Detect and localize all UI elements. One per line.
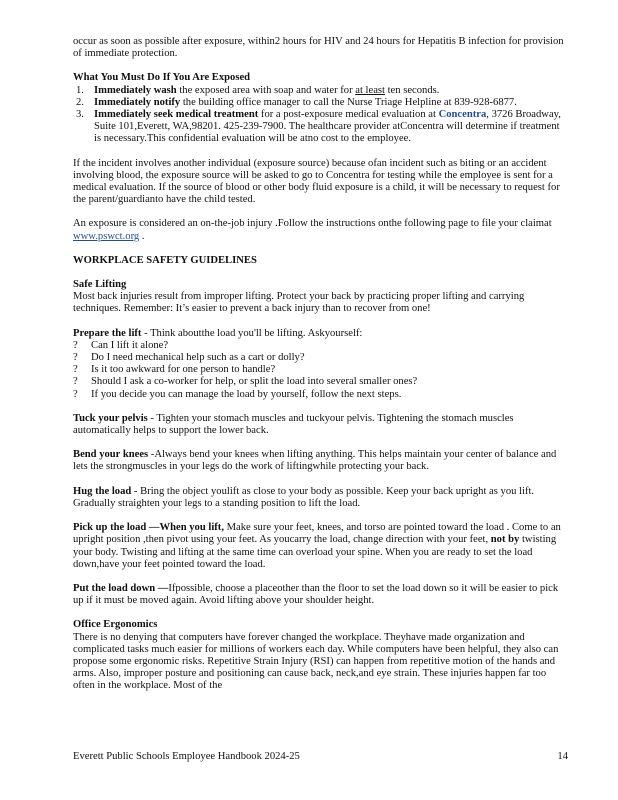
- safe-lifting-text: Most back injuries result from improper lifting. Protect your back by practicing proper lifting and carrying techniques. Remember: It’s easier to prevent a back injury than to recover from one!: [73, 291, 525, 315]
- bend-paragraph: [73, 449, 568, 473]
- step-text: , 3726 Broadway, Suite 101,Everett, WA,98201. 425-239-7900. The healthcare provider atConcentra will determine if treatment is necessary.This confidential evaluation will be atno cost to the employee.: [94, 109, 561, 145]
- question-marker: ?: [73, 388, 78, 400]
- office-heading: Office Ergonomics: [73, 619, 158, 631]
- putdown-text: Ifpossible, choose a placeother than the floor to set the load down so it will be easier to pick up if it must be moved again. Avoid lifting above your shoulder height.: [73, 582, 559, 607]
- step-lead: Immediately seek medical treatment: [94, 109, 259, 121]
- pickup-text-end: twisting your body. Twisting and lifting at the same time can overload your spine. When you are ready to set the load down,have your feet pointed toward the load.: [73, 534, 557, 570]
- prepare-paragraph: [73, 328, 568, 340]
- question-marker: ?: [73, 339, 78, 351]
- pickup-paragraph: [73, 522, 568, 571]
- onjob-paragraph: [73, 218, 568, 242]
- putdown-paragraph: [73, 583, 568, 607]
- question-marker: ?: [73, 352, 78, 364]
- tuck-lead: Tuck your pelvis: [73, 412, 148, 424]
- pickup-text: Make sure your feet, knees, and torso are pointed toward the load . Come to an upright position ,then pivot using your feet. As youcarry the load, change direction with your feet,: [73, 522, 561, 546]
- safe-lifting-heading: Safe Lifting: [73, 279, 127, 291]
- onjob-text: An exposure is considered an on-the-job injury .Follow the instructions onthe following page to file your claimat: [73, 218, 552, 230]
- pickup-bold: not by: [488, 534, 520, 546]
- question-text: If you decide you can manage the load by yourself, follow the next steps.: [91, 388, 402, 400]
- onjob-text-end: .: [139, 230, 145, 242]
- step-item: [73, 97, 568, 109]
- question-item: [73, 364, 568, 376]
- pickup-lead: Pick up the load —When you lift,: [73, 522, 224, 534]
- intro-paragraph: occur as soon as possible after exposure, within2 hours for HIV and 24 hours for Hepatitis B infection for provision of immediate protection.: [73, 36, 564, 60]
- putdown-lead: Put the load down —: [73, 582, 169, 594]
- page-content: [73, 36, 568, 693]
- concentra-link[interactable]: Concentra: [438, 109, 487, 121]
- question-item: [73, 340, 568, 352]
- incident-paragraph: If the incident involves another individual (exposure source) because ofan incident such as biting or an accident involving blood, the exposure source will be asked to go to Concentra for testing while the employee is sent for a medical evaluation. If the source of blood or other body fluid exposure is a child, it will be necessary to request for the parent/guardianto have the child tested.: [73, 157, 560, 206]
- step-text: the building office manager to call the Nurse Triage Helpline at 839-928-6877.: [180, 96, 517, 108]
- step-text: the exposed area with soap and water for: [176, 84, 356, 96]
- pswct-link[interactable]: www.pswct.org: [73, 230, 140, 242]
- step-lead: Immediately notify: [94, 96, 181, 108]
- step-lead: Immediately wash: [94, 84, 177, 96]
- question-marker: ?: [73, 376, 78, 388]
- step-number: 3.: [76, 109, 84, 121]
- step-item: [73, 85, 568, 97]
- footer-title: Everett Public Schools Employee Handbook 2024-25: [73, 751, 300, 762]
- question-marker: ?: [73, 364, 78, 376]
- question-item: [73, 352, 568, 364]
- question-item: [73, 376, 568, 388]
- question-item: [73, 389, 568, 401]
- question-text: Is it too awkward for one person to handle?: [91, 364, 276, 376]
- step-text: ten seconds.: [384, 84, 440, 96]
- step-underline: at least: [355, 84, 385, 96]
- step-number: 2.: [76, 96, 84, 108]
- bend-lead: Bend your knees: [73, 449, 149, 461]
- tuck-text: - Tighten your stomach muscles and tuckyour pelvis. Tightening the stomach muscles automatically helps to support the lower back.: [73, 412, 514, 437]
- prepare-text: - Think aboutthe load you'll be lifting. Askyourself:: [141, 327, 363, 339]
- hug-text: - Bring the object youlift as close to your body as possible. Keep your back upright as you lift. Gradually straighten your legs to a standing position to lift the load.: [73, 485, 535, 509]
- exposed-heading: What You Must Do If You Are Exposed: [73, 72, 251, 84]
- page-footer: [73, 751, 568, 763]
- question-text: Can I lift it alone?: [91, 339, 169, 351]
- question-text: Do I need mechanical help such as a cart or dolly?: [91, 352, 305, 364]
- hug-lead: Hug the load: [73, 485, 132, 497]
- hug-paragraph: [73, 486, 568, 510]
- office-text: There is no denying that computers have forever changed the workplace. Theyhave made organization and complicated tasks much easier for millions of workers each day. While computers have been helpful, they also can propose some ergonomic risks. Repetitive Strain Injury (RSI) can happen from repetitive motion of the hands and arms. Also, improper posture and positioning can cause back, neck,and eye strain. These injuries happen far too often in the workplace. Most of the: [73, 631, 559, 692]
- prepare-lead: Prepare the lift: [73, 327, 142, 339]
- step-text: for a post-exposure medical evaluation at: [258, 109, 439, 121]
- question-text: Should I ask a co-worker for help, or split the load into several smaller ones?: [91, 376, 418, 388]
- tuck-paragraph: [73, 413, 568, 437]
- guidelines-heading: WORKPLACE SAFETY GUIDELINES: [73, 254, 257, 266]
- step-number: 1.: [76, 84, 84, 96]
- step-item: [73, 109, 568, 146]
- page-number: 14: [557, 751, 568, 762]
- bend-text: -Always bend your knees when lifting anything. This helps maintain your center of balance and lets the strongmuscles in your legs do the work of liftingwhile protecting your back.: [73, 449, 557, 473]
